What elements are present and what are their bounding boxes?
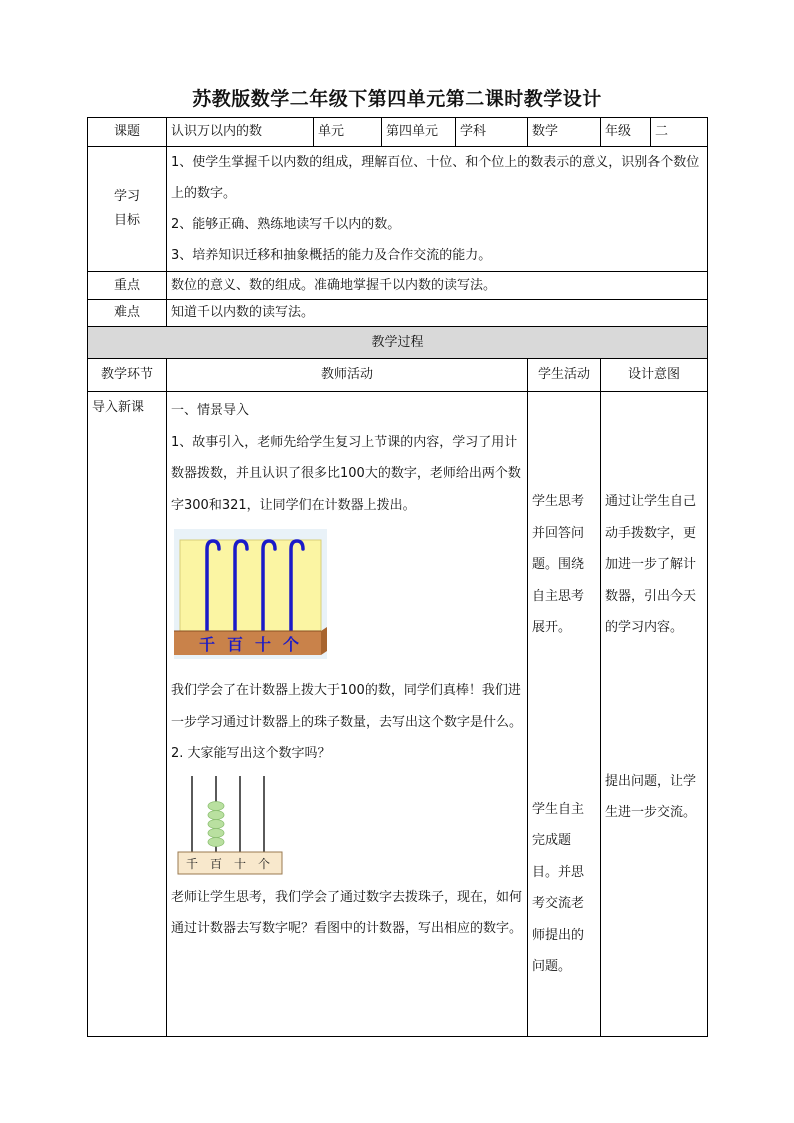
abacus-label: 十 [254, 635, 272, 654]
key-points-value: 数位的意义、数的组成。准确地掌握千以内数的读写法。 [167, 272, 708, 300]
teacher-paragraph: 老师让学生思考，我们学会了通过数字去拨珠子，现在，如何通过计数器去写数字呢？看图中的计数器，写出相应的数字。 [171, 889, 523, 936]
grade-label: 年级 [601, 118, 651, 147]
subject-value: 数学 [528, 118, 601, 147]
student-text: 学生思考并回答问题。围绕自主思考展开。 [532, 494, 585, 635]
intent-text: 通过让学生自己动手拨数字，更加进一步了解计数器，引出今天的学习内容。 [605, 494, 697, 635]
stage-cell: 导入新课 [88, 392, 167, 1037]
goal-item: 1、使学生掌握千以内数的组成，理解百位、十位、和个位上的数表示的意义，识别各个数位上的数字。 [171, 155, 700, 201]
teacher-activity [167, 392, 528, 1037]
col-intent: 设计意图 [601, 359, 708, 392]
intent-text: 提出问题，让学生进一步交流。 [605, 773, 697, 820]
key-points-row [88, 272, 708, 300]
key-points-label: 重点 [88, 272, 167, 300]
abacus-label: 千 [185, 856, 199, 871]
teacher-heading: 一、情景导入 [171, 403, 250, 418]
process-header-row [88, 359, 708, 392]
abacus-illustration [174, 529, 327, 659]
col-student: 学生活动 [528, 359, 601, 392]
lesson-plan-table [87, 117, 708, 1037]
unit-label: 单元 [314, 118, 382, 147]
page-title: 苏教版数学二年级下第四单元第二课时教学设计 [192, 88, 602, 110]
difficult-label: 难点 [88, 300, 167, 327]
abacus-beads-illustration [174, 774, 286, 876]
section-row [88, 327, 708, 359]
col-teacher: 教师活动 [167, 359, 528, 392]
student-activity [528, 392, 601, 1037]
topic-value: 认识万以内的数 [167, 118, 314, 147]
goals-content [167, 147, 708, 272]
abacus-label: 十 [233, 856, 247, 871]
abacus-label: 千 [198, 635, 216, 654]
subject-label: 学科 [456, 118, 528, 147]
abacus-label: 个 [282, 635, 300, 654]
goals-row [88, 147, 708, 272]
unit-value: 第四单元 [382, 118, 456, 147]
difficult-row [88, 300, 708, 327]
abacus-label: 百 [226, 635, 244, 654]
abacus-label: 个 [257, 856, 271, 871]
abacus-label: 百 [209, 856, 223, 871]
grade-value: 二 [651, 118, 708, 147]
goal-item: 3、培养知识迁移和抽象概括的能力及合作交流的能力。 [171, 248, 492, 263]
student-text: 学生自主完成题目。并思考交流老师提出的问题。 [532, 801, 585, 974]
teacher-paragraph: 2. 大家能写出这个数字吗？ [171, 746, 331, 761]
difficult-value: 知道千以内数的读写法。 [167, 300, 708, 327]
design-intent [601, 392, 708, 1037]
topic-label: 课题 [88, 118, 167, 147]
col-stage: 教学环节 [88, 359, 167, 392]
goals-label: 学习 目标 [88, 147, 167, 272]
process-row [88, 392, 708, 1037]
goal-item: 2、能够正确、熟练地读写千以内的数。 [171, 217, 401, 232]
header-row [88, 118, 708, 147]
section-title: 教学过程 [88, 327, 708, 359]
teacher-paragraph: 1、故事引入，老师先给学生复习上节课的内容，学习了用计数器拨数，并且认识了很多比100大的数字，老师给出两个数字300和321，让同学们在计数器上拨出。 [171, 434, 521, 513]
teacher-paragraph: 我们学会了在计数器上拨大于100的数，同学们真棒！我们进一步学习通过计数器上的珠子数量，去写出这个数字是什么。 [171, 683, 523, 730]
